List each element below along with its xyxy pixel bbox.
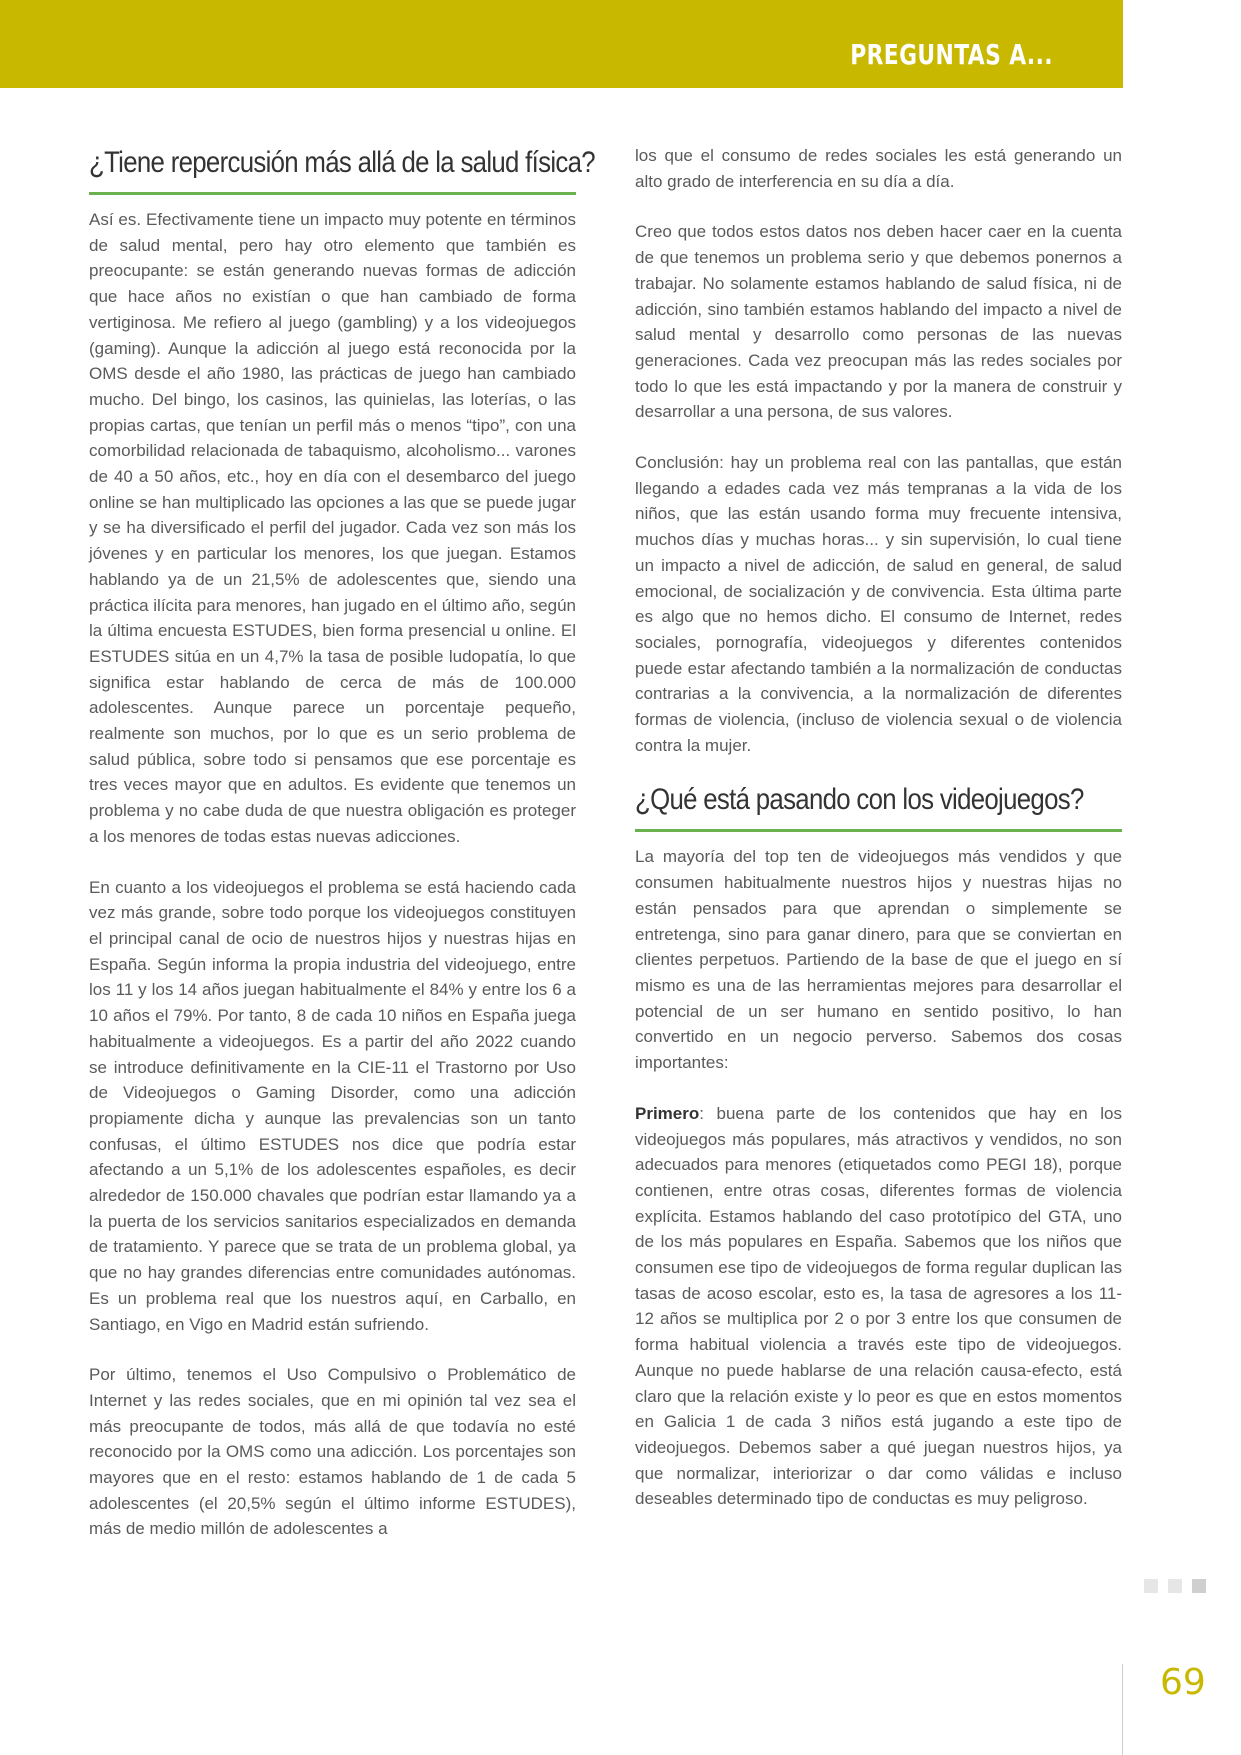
paragraph: La mayoría del top ten de videojuegos más vendidos y que consumen habitualmente nuestros hijos y nuestras hijas no están pensados para que aprendan o simplemente se entretenga, sino para ganar dinero, para que se conviertan en clientes perpetuos. Partiendo de la base de que el juego en sí mismo es una de las herramientas mejores para desarrollar el potencial de un ser humano en sentido positivo, lo han convertido en un negocio perverso. Sabemos dos cosas importantes: [635,847,1122,1073]
right-column [635,143,1122,1537]
section-title: PREGUNTAS A... [850,38,1053,71]
paragraph: Creo que todos estos datos nos deben hacer caer en la cuenta de que tenemos un problema serio y que debemos ponernos a trabajar. No solamente estamos hablando de salud física, ni de adicción, sino también estamos hablando del impacto a nivel de salud mental y desarrollo como personas de las nuevas generaciones. Cada vez preocupan más las redes sociales por todo lo que les está impactando y por la manera de construir y desarrollar a una persona, de sus valores. [635,222,1122,422]
paragraph: Conclusión: hay un problema real con las pantallas, que están llegando a edades cada vez más tempranas a la vida de los niños, que las están usando forma muy frecuente intensiva, muchos días y muchas horas... y sin supervisión, lo cual tiene un impacto a nivel de adicción, de salud en general, de salud emocional, de socialización y de convivencia. Esta última parte es algo que no hemos dicho. El consumo de Internet, redes sociales, pornografía, videojuegos y diferentes contenidos puede estar afectando también a la normalización de conductas contrarias a la convivencia, a la normalización de diferentes formas de violencia, (incluso de violencia sexual o de violencia contra la mujer. [635,453,1122,755]
section-heading-text: ¿Tiene repercusión más allá de la salud física? [89,146,595,179]
square-icon [1192,1579,1206,1593]
paragraph: Así es. Efectivamente tiene un impacto muy potente en términos de salud mental, pero hay otro elemento que también es preocupante: se están generando nuevas formas de adicción que hace años no existían o que han cambiado de forma vertiginosa. Me refiero al juego (gambling) y a los videojuegos (gaming). Aunque la adicción al juego está reconocida por la OMS desde el año 1980, las prácticas de juego han cambiado mucho. Del bingo, los casinos, las quinielas, las loterías, o las propias cartas, que tenían un perfil más o menos “tipo”, con una comorbilidad relacionada de tabaquismo, alcoholismo... varones de 40 a 50 años, etc., hoy en día con el desembarco del juego online se han multiplicado las opciones a las que se puede jugar y se ha diversificado el perfil del jugador. Cada vez son más los jóvenes y en particular los menores, los que juegan. Estamos hablando ya de un 21,5% de adolescentes que, siendo una práctica ilícita para menores, han jugado en el último año, según la última encuesta ESTUDES, bien forma presencial u online. El ESTUDES sitúa en un 4,7% la tasa de posible ludopatía, lo que significa estar hablando de cerca de más de 100.000 adolescentes. Aunque parece un porcentaje pequeño, realmente son muchos, por lo que es un serio problema de salud pública, sobre todo si pensamos que ese porcentaje es tres veces mayor que en adultos. Es evidente que tenemos un problema y no cabe duda de que nuestra obligación es proteger a los menores de todas estas nuevas adicciones. [89,210,576,846]
section-heading [635,783,1122,832]
paragraph [635,1101,1122,1512]
decorative-squares [1144,1579,1206,1593]
paragraph: Por último, tenemos el Uso Compulsivo o Problemático de Internet y las redes sociales, que en mi opinión tal vez sea el más preocupante de todos, más allá de que todavía no esté reconocido por la OMS como una adicción. Los porcentajes son mayores que en el resto: estamos hablando de 1 de cada 5 adolescentes (el 20,5% según el último informe ESTUDES), más de medio millón de adolescentes a [89,1365,576,1539]
section-heading [89,146,595,195]
paragraph: los que el consumo de redes sociales les está generando un alto grado de interferencia en su día a día. [635,146,1122,191]
page-number-divider [1122,1664,1123,1755]
left-column [89,146,595,1567]
square-icon [1144,1579,1158,1593]
bold-label: Primero [635,1103,700,1123]
square-icon [1168,1579,1182,1593]
section-heading-text: ¿Qué está pasando con los videojuegos? [635,783,1084,817]
paragraph-text: : buena parte de los contenidos que hay en los videojuegos más populares, más atractivos y vendidos, no son adecuados para menores (etiquetados como PEGI 18), porque contienen, entre otras cosas, diferentes formas de violencia explícita. Estamos hablando del caso prototípico del GTA, uno de los más populares en España. Sabemos que los niños que consumen ese tipo de videojuegos de forma regular duplican las tasas de acoso escolar, esto es, la tasa de agresores a los 11-12 años se multiplica por 2 o por 3 entre los que consumen de forma habitual violencia a través este tipo de videojuegos. Aunque no puede hablarse de una relación causa-efecto, está claro que la relación existe y lo peor es que en estos momentos en Galicia 1 de cada 3 niños está jugando a este tipo de videojuegos. Debemos saber a qué juegan nuestros hijos, ya que normalizar, interiorizar o dar como válidas e incluso deseables determinado tipo de conductas es muy peligroso. [635,1103,1122,1509]
paragraph: En cuanto a los videojuegos el problema se está haciendo cada vez más grande, sobre todo porque los videojuegos constituyen el principal canal de ocio de nuestros hijos y nuestras hijas en España. Según informa la propia industria del videojuego, entre los 11 y los 14 años juegan habitualmente el 84% y entre los 6 a 10 años el 79%. Por tanto, 8 de cada 10 niños en España juega habitualmente a videojuegos. Es a partir del año 2022 cuando se introduce definitivamente en la CIE-11 el Trastorno por Uso de Videojuegos o Gaming Disorder, como una adicción propiamente dicha y aunque las prevalencias son un tanto confusas, el último ESTUDES nos dice que podría estar afectando a un 5,1% de los adolescentes españoles, es decir alrededor de 150.000 chavales que podrían estar llamando ya a la puerta de los servicios sanitarios especializados en demanda de tratamiento. Y parece que se trata de un problema global, ya que no hay grandes diferencias entre comunidades autónomas. Es un problema real que los nuestros aquí, en Carballo, en Santiago, en Vigo en Madrid están sufriendo. [89,877,576,1334]
page-number: 69 [1160,1662,1206,1703]
